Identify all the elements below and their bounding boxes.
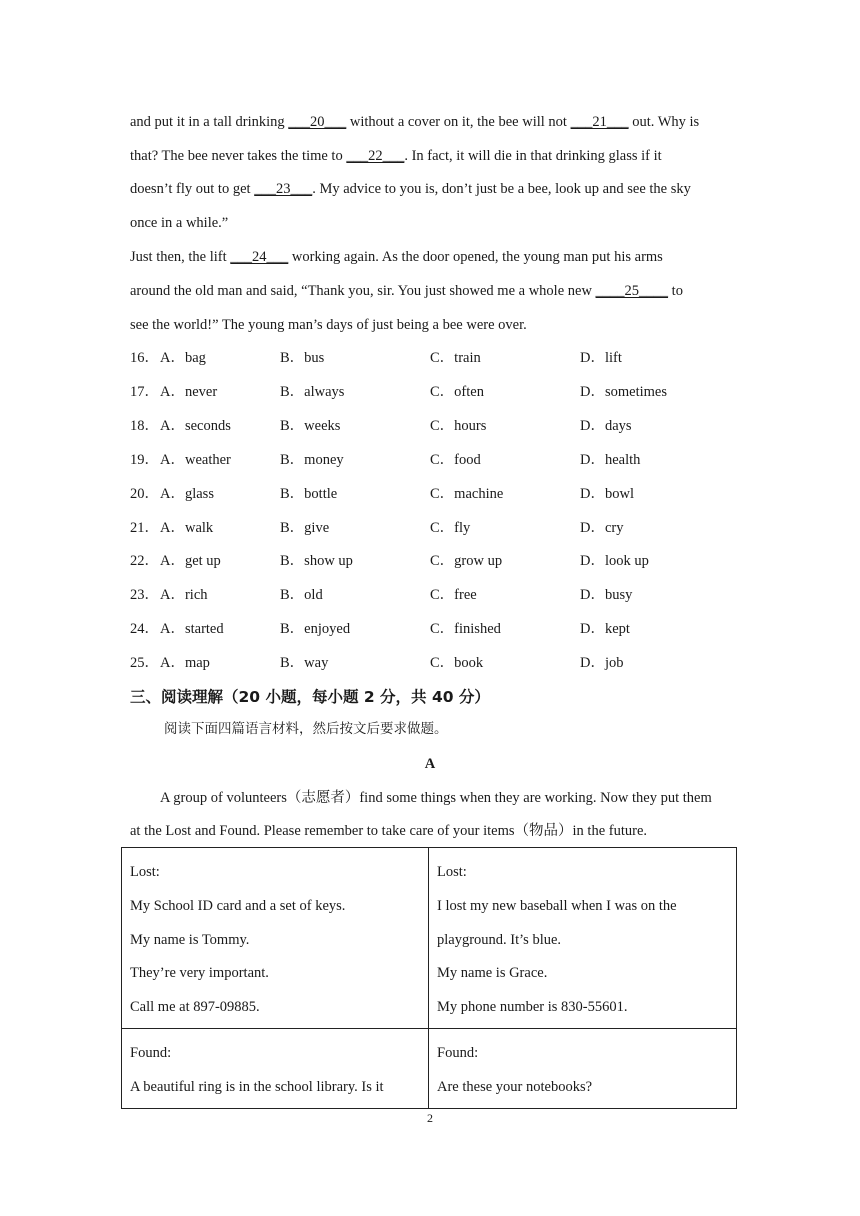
text: around the old man and said, “Thank you, sir. You just showed me a whole new [130, 283, 596, 299]
text: once in a while.” [130, 215, 229, 231]
option-d: D．sometimes [580, 384, 667, 400]
lost-and-found-table [121, 847, 737, 1109]
passage-intro-line-2: at the Lost and Found. Please remember to take care of your items（物品）in the future. [130, 823, 648, 839]
question-number: 23． [130, 587, 159, 603]
cell-text: A beautiful ring is in the school library. Is it [130, 1079, 384, 1095]
cell-text: My School ID card and a set of keys. [130, 898, 346, 914]
blank-20: ___20___ [288, 114, 347, 130]
option-d: D．job [580, 655, 624, 671]
option-row-24 [130, 619, 750, 639]
table-cell-lost-grace [429, 848, 736, 1029]
option-d: D．cry [580, 520, 624, 536]
option-row-22 [130, 551, 750, 571]
cloze-line-3 [130, 179, 691, 199]
option-b: B．way [280, 655, 329, 671]
cell-text: Call me at 897-09885. [130, 999, 260, 1015]
cell-text: I lost my new baseball when I was on the [437, 898, 677, 914]
question-number: 21． [130, 520, 159, 536]
table-cell-found-notebooks [429, 1029, 736, 1108]
cell-text: They’re very important. [130, 965, 269, 981]
option-b: B．bus [280, 350, 325, 366]
option-a: A．never [160, 384, 218, 400]
option-a: A．rich [160, 587, 208, 603]
section-instruction: 阅读下面四篇语言材料，然后按文后要求做题。 [164, 721, 448, 737]
option-d: D．days [580, 418, 632, 434]
option-c: C．often [430, 384, 484, 400]
passage-label: A [424, 756, 436, 772]
option-c: C．free [430, 587, 477, 603]
option-row-21 [130, 518, 750, 538]
option-row-18 [130, 416, 750, 436]
text: and put it in a tall drinking [130, 114, 289, 130]
option-b: B．weeks [280, 418, 341, 434]
table-cell-found-ring [122, 1029, 429, 1108]
text: working again. As the door opened, the young man put his arms [288, 249, 663, 265]
option-a: A．walk [160, 520, 214, 536]
cell-heading: Lost: [437, 864, 467, 880]
option-row-23 [130, 585, 750, 605]
cell-heading: Lost: [130, 864, 160, 880]
text: that? The bee never takes the time to [130, 148, 347, 164]
cell-heading: Found: [130, 1045, 172, 1061]
cell-text: Are these your notebooks? [437, 1079, 593, 1095]
option-a: A．started [160, 621, 224, 637]
text: see the world!” The young man’s days of just being a bee were over. [130, 317, 527, 333]
question-number: 17． [130, 384, 159, 400]
text: out. Why is [628, 114, 700, 130]
option-a: A．map [160, 655, 210, 671]
cloze-line-7 [130, 315, 527, 335]
option-d: D．bowl [580, 486, 634, 502]
question-number: 25． [130, 655, 159, 671]
cell-text: playground. It’s blue. [437, 932, 562, 948]
option-c: C．hours [430, 418, 487, 434]
question-number: 19． [130, 452, 159, 468]
option-a: A．glass [160, 486, 214, 502]
text: . In fact, it will die in that drinking glass if it [404, 148, 662, 164]
option-c: C．machine [430, 486, 504, 502]
option-a: A．get up [160, 553, 221, 569]
option-row-16 [130, 348, 750, 368]
question-number: 22． [130, 553, 159, 569]
blank-23: ___23___ [254, 181, 313, 197]
option-d: D．kept [580, 621, 630, 637]
cell-heading: Found: [437, 1045, 479, 1061]
text: to [668, 283, 683, 299]
option-a: A．seconds [160, 418, 231, 434]
cloze-line-2 [130, 146, 662, 166]
option-b: B．always [280, 384, 345, 400]
option-b: B．enjoyed [280, 621, 351, 637]
cloze-line-6 [130, 281, 683, 301]
option-row-17 [130, 382, 750, 402]
blank-22: ___22___ [346, 148, 405, 164]
option-c: C．book [430, 655, 484, 671]
question-number: 18． [130, 418, 159, 434]
option-d: D．lift [580, 350, 622, 366]
option-b: B．money [280, 452, 344, 468]
table-cell-lost-tommy [122, 848, 429, 1029]
option-b: B．give [280, 520, 330, 536]
text: doesn’t fly out to get [130, 181, 255, 197]
cloze-line-5 [130, 247, 663, 267]
option-c: C．grow up [430, 553, 503, 569]
blank-25: ____25____ [595, 283, 669, 299]
passage-intro-line-1: A group of volunteers（志愿者）find some things when they are working. Now they put them [160, 790, 712, 806]
option-row-19 [130, 450, 750, 470]
option-b: B．bottle [280, 486, 338, 502]
cell-text: My name is Tommy. [130, 932, 250, 948]
option-d: D．busy [580, 587, 633, 603]
blank-24: ___24___ [230, 249, 289, 265]
text: without a cover on it, the bee will not [346, 114, 571, 130]
option-c: C．fly [430, 520, 471, 536]
question-number: 24． [130, 621, 159, 637]
question-number: 16． [130, 350, 159, 366]
option-c: C．food [430, 452, 481, 468]
text: Just then, the lift [130, 249, 231, 265]
option-d: D．look up [580, 553, 649, 569]
option-a: A．bag [160, 350, 206, 366]
blank-21: ___21___ [570, 114, 629, 130]
cloze-line-1 [130, 112, 699, 132]
section-heading: 三、阅读理解（20 小题，每小题 2 分，共 40 分） [130, 688, 490, 706]
option-a: A．weather [160, 452, 231, 468]
option-b: B．old [280, 587, 323, 603]
option-d: D．health [580, 452, 641, 468]
page-number: 2 [427, 1111, 433, 1125]
option-row-25 [130, 653, 750, 673]
cloze-line-4 [130, 213, 228, 233]
option-c: C．finished [430, 621, 501, 637]
option-c: C．train [430, 350, 481, 366]
option-row-20 [130, 484, 750, 504]
text: . My advice to you is, don’t just be a bee, look up and see the sky [312, 181, 691, 197]
question-number: 20． [130, 486, 159, 502]
cell-text: My name is Grace. [437, 965, 548, 981]
cell-text: My phone number is 830-55601. [437, 999, 628, 1015]
option-b: B．show up [280, 553, 353, 569]
